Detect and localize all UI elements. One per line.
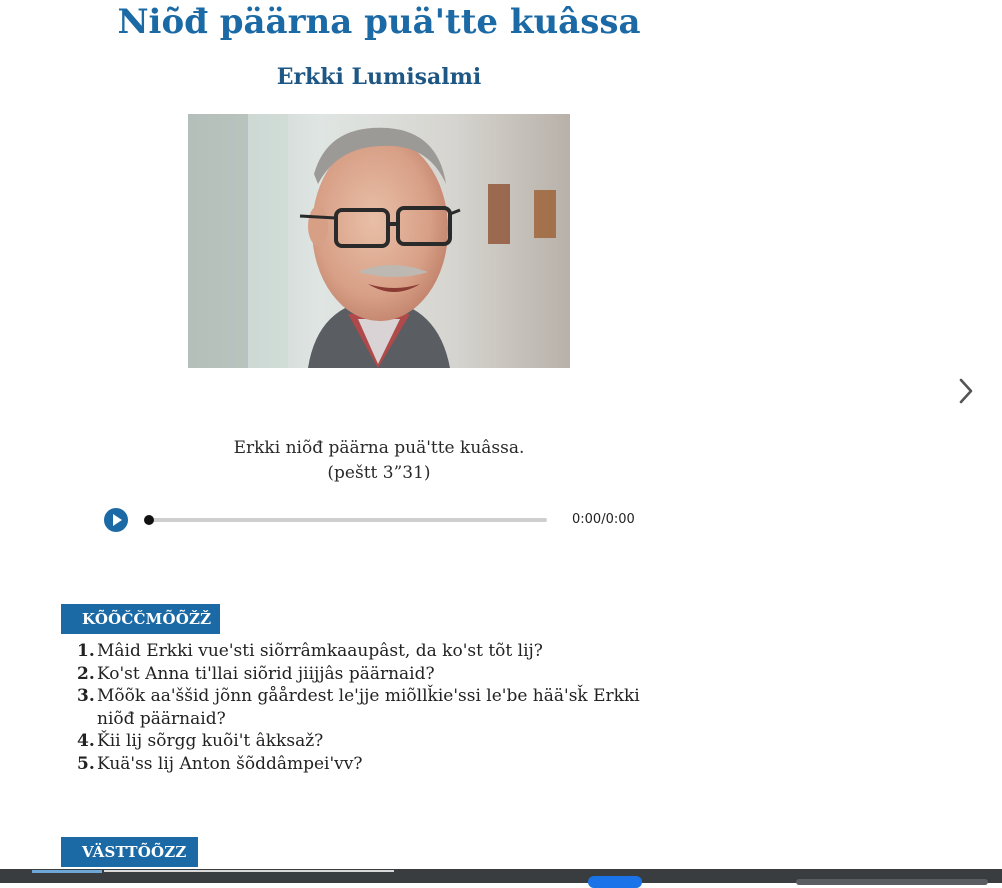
question-text: Ko'st Anna ti'llai siõrid jiijjâs päärnaid?: [97, 663, 435, 684]
questions-list: [77, 640, 697, 775]
question-text: Mõõk aa'ššid jõnn gåårdest le'jje miõllǩie'ssi le'be hää'sǩ Erkki niõđ päärnaid?: [97, 686, 640, 729]
taskbar: [0, 869, 1002, 883]
taskbar-field[interactable]: [796, 879, 988, 885]
list-item: [77, 640, 697, 663]
article-title: Niõđ päärna puä'tte kuâssa: [117, 2, 641, 42]
caption-duration: (peštt 3”31): [327, 463, 431, 483]
seek-handle[interactable]: [144, 515, 154, 525]
list-item: [77, 663, 697, 686]
list-item: [77, 685, 677, 730]
audio-seek-bar[interactable]: [145, 518, 547, 522]
duration: 0:00: [605, 512, 635, 527]
current-time: 0:00: [572, 512, 602, 527]
taskbar-item[interactable]: [104, 870, 394, 872]
author-photo: [188, 114, 570, 368]
time-separator: /: [601, 512, 606, 527]
question-number: 4.: [77, 731, 95, 751]
play-button[interactable]: [104, 508, 128, 532]
question-number: 2.: [77, 663, 95, 684]
question-text: Ǩii lij sõrgg kuõi't âkksaž?: [97, 731, 324, 751]
list-item: [77, 730, 697, 753]
question-number: 5.: [77, 753, 95, 774]
caption-text: Erkki niõđ päärna puä'tte kuâssa.: [233, 438, 525, 458]
audio-time: [572, 510, 635, 530]
answers-label: VÄSTTÕÕZZ: [61, 837, 198, 867]
next-slide-button[interactable]: [952, 374, 980, 408]
photo-caption: [0, 436, 758, 486]
taskbar-button[interactable]: [588, 876, 642, 888]
chevron-right-icon: [952, 374, 980, 408]
question-text: Mâid Erkki vue'sti siõrrâmkaaupâst, da ko'st tõt lij?: [97, 641, 543, 661]
question-number: 3.: [77, 686, 95, 706]
article-author: Erkki Lumisalmi: [276, 64, 482, 90]
audio-player: [104, 508, 664, 532]
question-text: Kuä'ss lij Anton šõddâmpei'vv?: [97, 753, 363, 774]
list-item: [77, 753, 697, 776]
questions-label: KÕÕČČMÕÕŽŽ: [61, 604, 220, 634]
taskbar-item[interactable]: [32, 870, 102, 873]
question-number: 1.: [77, 641, 95, 661]
